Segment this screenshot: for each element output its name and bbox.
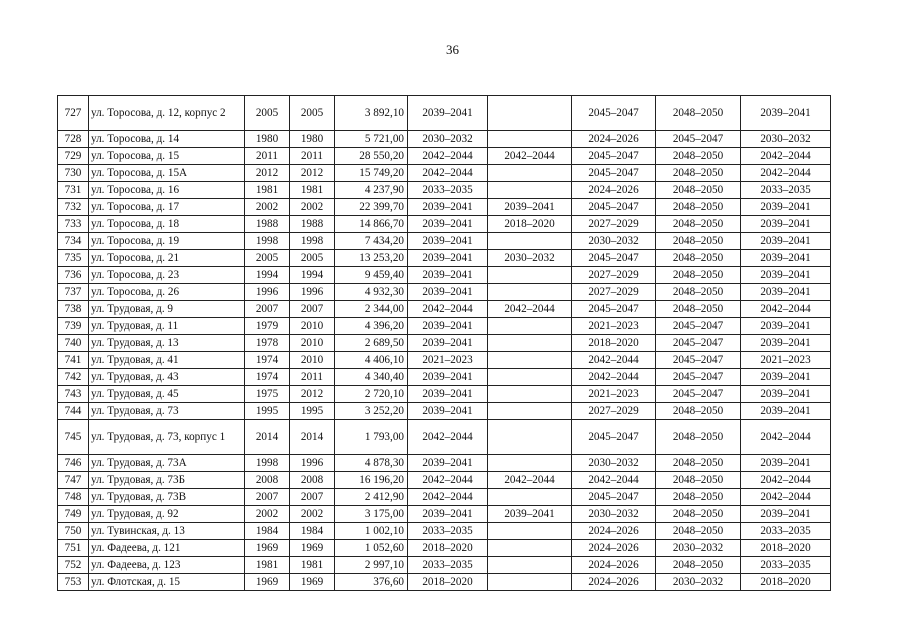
period-cell-4: 2048–2050 <box>656 96 741 131</box>
period-cell-4: 2045–2047 <box>656 335 741 352</box>
period-cell-2 <box>488 318 572 335</box>
period-cell-2: 2030–2032 <box>488 250 572 267</box>
period-cell-5: 2039–2041 <box>741 369 831 386</box>
area-cell: 2 997,10 <box>335 557 408 574</box>
period-cell-5: 2033–2035 <box>741 182 831 199</box>
address-cell: ул. Трудовая, д. 92 <box>89 506 245 523</box>
period-cell-3: 2045–2047 <box>572 489 656 506</box>
area-cell: 4 396,20 <box>335 318 408 335</box>
period-cell-5: 2033–2035 <box>741 523 831 540</box>
period-cell-1: 2039–2041 <box>408 455 488 472</box>
period-cell-3: 2045–2047 <box>572 301 656 318</box>
period-cell-2 <box>488 233 572 250</box>
period-cell-1: 2033–2035 <box>408 182 488 199</box>
area-cell: 1 002,10 <box>335 523 408 540</box>
area-cell: 2 689,50 <box>335 335 408 352</box>
period-cell-3: 2027–2029 <box>572 216 656 233</box>
period-cell-5: 2039–2041 <box>741 250 831 267</box>
commission-year-cell: 2002 <box>290 199 335 216</box>
period-cell-5: 2039–2041 <box>741 199 831 216</box>
area-cell: 5 721,00 <box>335 131 408 148</box>
construction-year-cell: 1988 <box>245 216 290 233</box>
construction-year-cell: 1998 <box>245 455 290 472</box>
period-cell-1: 2033–2035 <box>408 557 488 574</box>
period-cell-4: 2048–2050 <box>656 403 741 420</box>
period-cell-1: 2021–2023 <box>408 352 488 369</box>
commission-year-cell: 2005 <box>290 96 335 131</box>
area-cell: 4 878,30 <box>335 455 408 472</box>
table-row <box>58 472 831 489</box>
table-row <box>58 182 831 199</box>
period-cell-5: 2042–2044 <box>741 472 831 489</box>
period-cell-1: 2042–2044 <box>408 301 488 318</box>
row-number-cell: 733 <box>58 216 89 233</box>
period-cell-5: 2039–2041 <box>741 455 831 472</box>
address-cell: ул. Торосова, д. 17 <box>89 199 245 216</box>
period-cell-5: 2039–2041 <box>741 403 831 420</box>
row-number-cell: 736 <box>58 267 89 284</box>
period-cell-1: 2039–2041 <box>408 284 488 301</box>
address-cell: ул. Фадеева, д. 123 <box>89 557 245 574</box>
area-cell: 1 052,60 <box>335 540 408 557</box>
period-cell-4: 2048–2050 <box>656 557 741 574</box>
row-number-cell: 730 <box>58 165 89 182</box>
period-cell-5: 2039–2041 <box>741 284 831 301</box>
period-cell-1: 2042–2044 <box>408 472 488 489</box>
row-number-cell: 748 <box>58 489 89 506</box>
period-cell-4: 2048–2050 <box>656 216 741 233</box>
period-cell-5: 2042–2044 <box>741 148 831 165</box>
construction-year-cell: 1996 <box>245 284 290 301</box>
table-row <box>58 216 831 233</box>
address-cell: ул. Торосова, д. 12, корпус 2 <box>89 96 245 131</box>
area-cell: 3 252,20 <box>335 403 408 420</box>
commission-year-cell: 1969 <box>290 574 335 591</box>
table-row <box>58 574 831 591</box>
commission-year-cell: 2007 <box>290 301 335 318</box>
period-cell-2 <box>488 489 572 506</box>
table-row <box>58 165 831 182</box>
period-cell-1: 2039–2041 <box>408 199 488 216</box>
construction-year-cell: 2007 <box>245 489 290 506</box>
commission-year-cell: 1981 <box>290 182 335 199</box>
commission-year-cell: 1981 <box>290 557 335 574</box>
commission-year-cell: 2014 <box>290 420 335 455</box>
row-number-cell: 738 <box>58 301 89 318</box>
period-cell-1: 2039–2041 <box>408 96 488 131</box>
period-cell-5: 2018–2020 <box>741 540 831 557</box>
period-cell-3: 2030–2032 <box>572 506 656 523</box>
address-cell: ул. Трудовая, д. 73 <box>89 403 245 420</box>
table-row <box>58 284 831 301</box>
period-cell-3: 2021–2023 <box>572 318 656 335</box>
table-row <box>58 506 831 523</box>
table-row <box>58 318 831 335</box>
period-cell-5: 2039–2041 <box>741 96 831 131</box>
commission-year-cell: 1994 <box>290 267 335 284</box>
table-row <box>58 250 831 267</box>
row-number-cell: 735 <box>58 250 89 267</box>
address-cell: ул. Трудовая, д. 41 <box>89 352 245 369</box>
address-cell: ул. Торосова, д. 15А <box>89 165 245 182</box>
table-row <box>58 267 831 284</box>
table-row <box>58 489 831 506</box>
period-cell-5: 2042–2044 <box>741 301 831 318</box>
area-cell: 4 932,30 <box>335 284 408 301</box>
construction-year-cell: 2008 <box>245 472 290 489</box>
period-cell-3: 2045–2047 <box>572 250 656 267</box>
period-cell-2 <box>488 96 572 131</box>
address-cell: ул. Торосова, д. 21 <box>89 250 245 267</box>
area-cell: 2 344,00 <box>335 301 408 318</box>
period-cell-1: 2039–2041 <box>408 318 488 335</box>
period-cell-1: 2042–2044 <box>408 148 488 165</box>
period-cell-2 <box>488 369 572 386</box>
period-cell-5: 2042–2044 <box>741 420 831 455</box>
period-cell-5: 2039–2041 <box>741 233 831 250</box>
address-cell: ул. Торосова, д. 15 <box>89 148 245 165</box>
construction-year-cell: 1998 <box>245 233 290 250</box>
commission-year-cell: 2005 <box>290 250 335 267</box>
row-number-cell: 739 <box>58 318 89 335</box>
row-number-cell: 731 <box>58 182 89 199</box>
period-cell-2 <box>488 131 572 148</box>
period-cell-5: 2030–2032 <box>741 131 831 148</box>
commission-year-cell: 2010 <box>290 318 335 335</box>
buildings-table <box>57 95 831 591</box>
period-cell-1: 2039–2041 <box>408 335 488 352</box>
period-cell-1: 2039–2041 <box>408 233 488 250</box>
period-cell-1: 2039–2041 <box>408 250 488 267</box>
period-cell-4: 2048–2050 <box>656 523 741 540</box>
period-cell-4: 2048–2050 <box>656 284 741 301</box>
period-cell-5: 2018–2020 <box>741 574 831 591</box>
period-cell-3: 2045–2047 <box>572 420 656 455</box>
commission-year-cell: 1996 <box>290 455 335 472</box>
period-cell-3: 2024–2026 <box>572 574 656 591</box>
construction-year-cell: 1981 <box>245 182 290 199</box>
commission-year-cell: 2011 <box>290 148 335 165</box>
address-cell: ул. Торосова, д. 26 <box>89 284 245 301</box>
table-row <box>58 540 831 557</box>
table-row <box>58 199 831 216</box>
address-cell: ул. Тувинская, д. 13 <box>89 523 245 540</box>
period-cell-4: 2048–2050 <box>656 455 741 472</box>
area-cell: 2 412,90 <box>335 489 408 506</box>
period-cell-1: 2033–2035 <box>408 523 488 540</box>
construction-year-cell: 1978 <box>245 335 290 352</box>
period-cell-2 <box>488 352 572 369</box>
period-cell-4: 2045–2047 <box>656 318 741 335</box>
period-cell-2 <box>488 523 572 540</box>
period-cell-3: 2045–2047 <box>572 165 656 182</box>
period-cell-2: 2042–2044 <box>488 472 572 489</box>
address-cell: ул. Торосова, д. 14 <box>89 131 245 148</box>
row-number-cell: 729 <box>58 148 89 165</box>
row-number-cell: 749 <box>58 506 89 523</box>
area-cell: 13 253,20 <box>335 250 408 267</box>
table-row <box>58 301 831 318</box>
period-cell-3: 2042–2044 <box>572 352 656 369</box>
commission-year-cell: 1969 <box>290 540 335 557</box>
period-cell-3: 2042–2044 <box>572 369 656 386</box>
commission-year-cell: 2002 <box>290 506 335 523</box>
construction-year-cell: 2002 <box>245 199 290 216</box>
period-cell-5: 2039–2041 <box>741 318 831 335</box>
construction-year-cell: 1994 <box>245 267 290 284</box>
row-number-cell: 728 <box>58 131 89 148</box>
area-cell: 4 406,10 <box>335 352 408 369</box>
period-cell-3: 2027–2029 <box>572 284 656 301</box>
construction-year-cell: 1979 <box>245 318 290 335</box>
address-cell: ул. Трудовая, д. 73В <box>89 489 245 506</box>
construction-year-cell: 2012 <box>245 165 290 182</box>
commission-year-cell: 1988 <box>290 216 335 233</box>
area-cell: 4 340,40 <box>335 369 408 386</box>
period-cell-1: 2039–2041 <box>408 369 488 386</box>
period-cell-4: 2048–2050 <box>656 472 741 489</box>
construction-year-cell: 2007 <box>245 301 290 318</box>
period-cell-4: 2048–2050 <box>656 233 741 250</box>
period-cell-1: 2030–2032 <box>408 131 488 148</box>
commission-year-cell: 2010 <box>290 352 335 369</box>
area-cell: 7 434,20 <box>335 233 408 250</box>
period-cell-4: 2048–2050 <box>656 267 741 284</box>
period-cell-3: 2027–2029 <box>572 267 656 284</box>
period-cell-2 <box>488 455 572 472</box>
period-cell-2: 2042–2044 <box>488 301 572 318</box>
period-cell-5: 2021–2023 <box>741 352 831 369</box>
construction-year-cell: 2002 <box>245 506 290 523</box>
area-cell: 9 459,40 <box>335 267 408 284</box>
period-cell-4: 2048–2050 <box>656 420 741 455</box>
area-cell: 3 175,00 <box>335 506 408 523</box>
row-number-cell: 727 <box>58 96 89 131</box>
period-cell-1: 2018–2020 <box>408 574 488 591</box>
address-cell: ул. Трудовая, д. 45 <box>89 386 245 403</box>
period-cell-5: 2039–2041 <box>741 506 831 523</box>
area-cell: 1 793,00 <box>335 420 408 455</box>
period-cell-1: 2039–2041 <box>408 403 488 420</box>
construction-year-cell: 1974 <box>245 369 290 386</box>
address-cell: ул. Трудовая, д. 73, корпус 1 <box>89 420 245 455</box>
period-cell-4: 2048–2050 <box>656 199 741 216</box>
period-cell-3: 2042–2044 <box>572 472 656 489</box>
period-cell-2 <box>488 284 572 301</box>
row-number-cell: 746 <box>58 455 89 472</box>
table-row <box>58 557 831 574</box>
period-cell-3: 2024–2026 <box>572 557 656 574</box>
period-cell-5: 2039–2041 <box>741 267 831 284</box>
period-cell-3: 2024–2026 <box>572 540 656 557</box>
row-number-cell: 752 <box>58 557 89 574</box>
period-cell-5: 2039–2041 <box>741 216 831 233</box>
period-cell-3: 2045–2047 <box>572 199 656 216</box>
area-cell: 28 550,20 <box>335 148 408 165</box>
construction-year-cell: 1974 <box>245 352 290 369</box>
period-cell-1: 2042–2044 <box>408 489 488 506</box>
area-cell: 22 399,70 <box>335 199 408 216</box>
period-cell-2 <box>488 403 572 420</box>
construction-year-cell: 2011 <box>245 148 290 165</box>
commission-year-cell: 1980 <box>290 131 335 148</box>
period-cell-1: 2042–2044 <box>408 165 488 182</box>
table-row <box>58 233 831 250</box>
address-cell: ул. Трудовая, д. 11 <box>89 318 245 335</box>
row-number-cell: 743 <box>58 386 89 403</box>
commission-year-cell: 2012 <box>290 165 335 182</box>
period-cell-2 <box>488 165 572 182</box>
period-cell-4: 2048–2050 <box>656 489 741 506</box>
period-cell-2: 2039–2041 <box>488 199 572 216</box>
period-cell-2 <box>488 420 572 455</box>
period-cell-4: 2048–2050 <box>656 182 741 199</box>
construction-year-cell: 2014 <box>245 420 290 455</box>
period-cell-1: 2039–2041 <box>408 216 488 233</box>
construction-year-cell: 1981 <box>245 557 290 574</box>
period-cell-1: 2018–2020 <box>408 540 488 557</box>
address-cell: ул. Трудовая, д. 13 <box>89 335 245 352</box>
commission-year-cell: 2010 <box>290 335 335 352</box>
construction-year-cell: 1984 <box>245 523 290 540</box>
construction-year-cell: 1995 <box>245 403 290 420</box>
address-cell: ул. Трудовая, д. 9 <box>89 301 245 318</box>
address-cell: ул. Торосова, д. 18 <box>89 216 245 233</box>
commission-year-cell: 2011 <box>290 369 335 386</box>
period-cell-3: 2027–2029 <box>572 403 656 420</box>
period-cell-5: 2042–2044 <box>741 489 831 506</box>
period-cell-3: 2024–2026 <box>572 131 656 148</box>
construction-year-cell: 1969 <box>245 540 290 557</box>
construction-year-cell: 1975 <box>245 386 290 403</box>
address-cell: ул. Торосова, д. 19 <box>89 233 245 250</box>
commission-year-cell: 1996 <box>290 284 335 301</box>
period-cell-5: 2033–2035 <box>741 557 831 574</box>
period-cell-4: 2048–2050 <box>656 165 741 182</box>
area-cell: 16 196,20 <box>335 472 408 489</box>
construction-year-cell: 1969 <box>245 574 290 591</box>
period-cell-1: 2039–2041 <box>408 267 488 284</box>
address-cell: ул. Торосова, д. 16 <box>89 182 245 199</box>
period-cell-3: 2045–2047 <box>572 148 656 165</box>
address-cell: ул. Трудовая, д. 73А <box>89 455 245 472</box>
row-number-cell: 737 <box>58 284 89 301</box>
period-cell-4: 2045–2047 <box>656 386 741 403</box>
period-cell-5: 2039–2041 <box>741 386 831 403</box>
table-row <box>58 352 831 369</box>
row-number-cell: 751 <box>58 540 89 557</box>
period-cell-4: 2048–2050 <box>656 506 741 523</box>
area-cell: 4 237,90 <box>335 182 408 199</box>
table-row <box>58 96 831 131</box>
commission-year-cell: 2012 <box>290 386 335 403</box>
page-number: 36 <box>446 42 459 57</box>
period-cell-5: 2039–2041 <box>741 335 831 352</box>
period-cell-2 <box>488 335 572 352</box>
table-row <box>58 335 831 352</box>
table-row <box>58 403 831 420</box>
period-cell-3: 2024–2026 <box>572 182 656 199</box>
row-number-cell: 745 <box>58 420 89 455</box>
period-cell-4: 2048–2050 <box>656 301 741 318</box>
row-number-cell: 747 <box>58 472 89 489</box>
period-cell-1: 2042–2044 <box>408 420 488 455</box>
table-row <box>58 131 831 148</box>
table-row <box>58 386 831 403</box>
table-row <box>58 523 831 540</box>
row-number-cell: 740 <box>58 335 89 352</box>
commission-year-cell: 1995 <box>290 403 335 420</box>
address-cell: ул. Трудовая, д. 43 <box>89 369 245 386</box>
area-cell: 376,60 <box>335 574 408 591</box>
table-row <box>58 420 831 455</box>
period-cell-1: 2039–2041 <box>408 386 488 403</box>
period-cell-4: 2048–2050 <box>656 148 741 165</box>
period-cell-2: 2042–2044 <box>488 148 572 165</box>
period-cell-3: 2024–2026 <box>572 523 656 540</box>
period-cell-2 <box>488 540 572 557</box>
period-cell-4: 2030–2032 <box>656 574 741 591</box>
period-cell-3: 2030–2032 <box>572 455 656 472</box>
area-cell: 2 720,10 <box>335 386 408 403</box>
table-row <box>58 455 831 472</box>
area-cell: 14 866,70 <box>335 216 408 233</box>
row-number-cell: 753 <box>58 574 89 591</box>
row-number-cell: 742 <box>58 369 89 386</box>
area-cell: 3 892,10 <box>335 96 408 131</box>
commission-year-cell: 1984 <box>290 523 335 540</box>
period-cell-1: 2039–2041 <box>408 506 488 523</box>
construction-year-cell: 2005 <box>245 96 290 131</box>
period-cell-2 <box>488 267 572 284</box>
commission-year-cell: 2007 <box>290 489 335 506</box>
period-cell-2: 2039–2041 <box>488 506 572 523</box>
commission-year-cell: 2008 <box>290 472 335 489</box>
construction-year-cell: 2005 <box>245 250 290 267</box>
period-cell-3: 2030–2032 <box>572 233 656 250</box>
row-number-cell: 750 <box>58 523 89 540</box>
period-cell-3: 2021–2023 <box>572 386 656 403</box>
commission-year-cell: 1998 <box>290 233 335 250</box>
construction-year-cell: 1980 <box>245 131 290 148</box>
row-number-cell: 734 <box>58 233 89 250</box>
period-cell-3: 2045–2047 <box>572 96 656 131</box>
period-cell-3: 2018–2020 <box>572 335 656 352</box>
period-cell-2 <box>488 557 572 574</box>
row-number-cell: 744 <box>58 403 89 420</box>
period-cell-4: 2045–2047 <box>656 369 741 386</box>
table-row <box>58 369 831 386</box>
address-cell: ул. Торосова, д. 23 <box>89 267 245 284</box>
period-cell-2 <box>488 574 572 591</box>
address-cell: ул. Флотская, д. 15 <box>89 574 245 591</box>
period-cell-4: 2045–2047 <box>656 352 741 369</box>
period-cell-4: 2048–2050 <box>656 250 741 267</box>
period-cell-2 <box>488 182 572 199</box>
address-cell: ул. Трудовая, д. 73Б <box>89 472 245 489</box>
period-cell-5: 2042–2044 <box>741 165 831 182</box>
period-cell-4: 2045–2047 <box>656 131 741 148</box>
area-cell: 15 749,20 <box>335 165 408 182</box>
period-cell-4: 2030–2032 <box>656 540 741 557</box>
table-row <box>58 148 831 165</box>
address-cell: ул. Фадеева, д. 121 <box>89 540 245 557</box>
row-number-cell: 732 <box>58 199 89 216</box>
row-number-cell: 741 <box>58 352 89 369</box>
period-cell-2 <box>488 386 572 403</box>
period-cell-2: 2018–2020 <box>488 216 572 233</box>
